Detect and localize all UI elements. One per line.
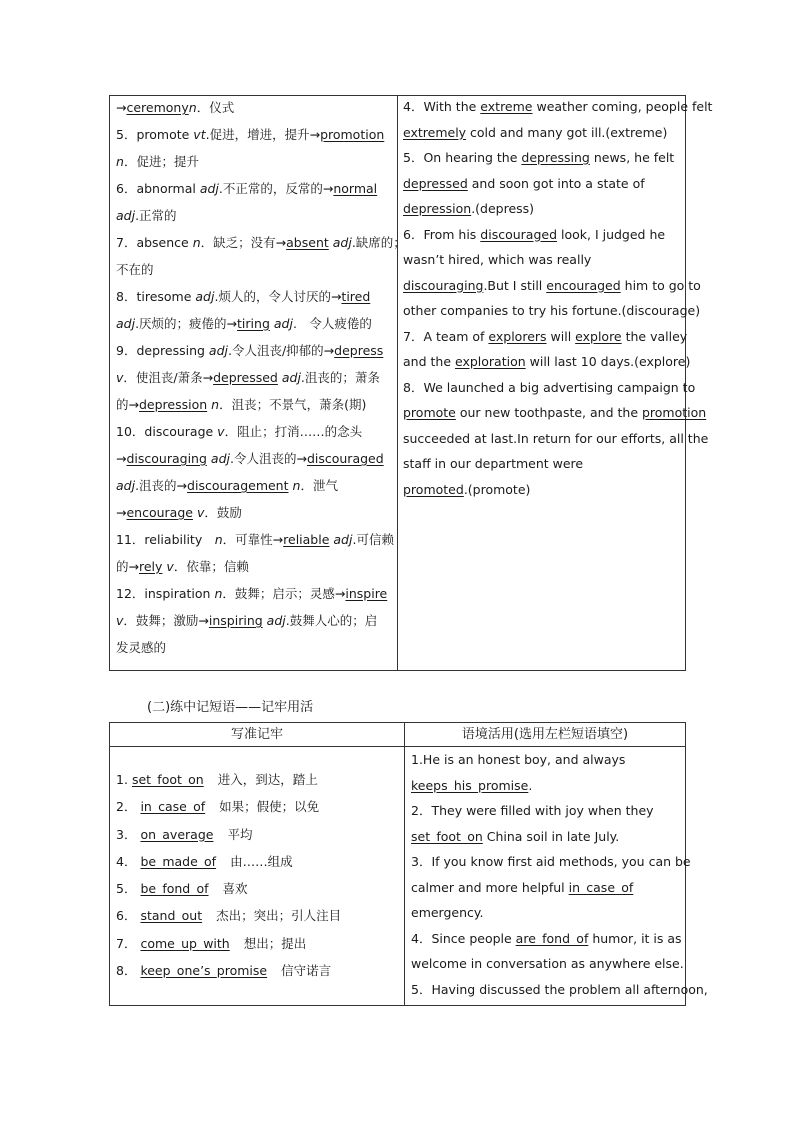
text-fragment: 7．absence bbox=[116, 235, 193, 250]
text-fragment: .鼓舞人心的；启 bbox=[285, 613, 378, 628]
text-line bbox=[411, 798, 685, 824]
item-number: 5． bbox=[116, 881, 137, 897]
text-fragment: 8．tiresome bbox=[116, 289, 196, 304]
phrase-answer: be_made_of bbox=[140, 853, 217, 869]
text-fragment: ．泄气 bbox=[300, 478, 338, 493]
text-fragment: 7．A team of bbox=[403, 328, 489, 344]
text-line bbox=[116, 418, 394, 445]
text-fragment: vt bbox=[193, 127, 206, 142]
answer-blank: ceremony bbox=[126, 100, 189, 115]
answer-blank: encouraged bbox=[546, 277, 621, 293]
text-line bbox=[411, 926, 685, 952]
answer-blank: promotion bbox=[320, 127, 385, 142]
text-fragment: wasn’t hired, which was really bbox=[403, 252, 592, 267]
text-fragment: emergency. bbox=[411, 905, 484, 920]
text-line bbox=[116, 607, 394, 634]
text-fragment: .不正常的，反常的→ bbox=[218, 181, 334, 196]
phrase-answer: set_foot_on bbox=[131, 772, 204, 787]
text-line bbox=[116, 364, 394, 391]
text-line bbox=[116, 121, 394, 148]
text-fragment: . bbox=[528, 777, 533, 793]
text-line bbox=[403, 196, 685, 222]
text-fragment: and soon got into a state of bbox=[467, 175, 645, 191]
item-number: 4． bbox=[116, 853, 137, 869]
text-fragment: 11．reliability bbox=[116, 532, 215, 547]
text-line bbox=[116, 472, 394, 499]
text-fragment: will bbox=[546, 328, 576, 344]
phrase-meaning: 想出；提出 bbox=[243, 935, 307, 951]
word-forms-column bbox=[116, 94, 406, 670]
text-fragment: v bbox=[196, 505, 205, 520]
phrase-meaning: 平均 bbox=[227, 826, 253, 842]
text-fragment: . 令人疲倦的 bbox=[292, 316, 372, 331]
text-fragment: v bbox=[116, 370, 124, 385]
text-fragment: ．促进；提升 bbox=[123, 154, 199, 169]
phrase-meaning: 由……组成 bbox=[230, 853, 293, 869]
item-number: 7． bbox=[116, 935, 137, 951]
column-header-right: 语境活用(选用左栏短语填空) bbox=[461, 727, 629, 742]
text-fragment: adj bbox=[210, 451, 230, 466]
column-header-left: 写准记牢 bbox=[230, 727, 283, 742]
text-fragment: 9．depressing bbox=[116, 343, 209, 358]
text-fragment: n bbox=[214, 586, 223, 601]
text-fragment: .令人沮丧的→ bbox=[229, 451, 307, 466]
text-fragment: 不在的 bbox=[116, 262, 154, 277]
text-fragment: n bbox=[188, 100, 197, 115]
text-fragment: 3．If you know first aid methods, you can be bbox=[411, 854, 691, 869]
text-line bbox=[403, 426, 709, 452]
text-fragment: will last 10 days.(explore) bbox=[525, 354, 691, 369]
section-heading: (二)练中记短语——记牢用活 bbox=[147, 700, 314, 715]
text-line bbox=[403, 477, 685, 503]
phrase-item bbox=[116, 766, 402, 793]
table-divider bbox=[404, 723, 405, 1005]
text-fragment: v bbox=[217, 424, 225, 439]
text-fragment: 的→ bbox=[116, 397, 139, 412]
text-fragment: 4．Since people bbox=[411, 930, 516, 946]
text-line bbox=[403, 400, 707, 426]
text-line bbox=[411, 951, 685, 977]
text-fragment: 6．From his bbox=[403, 226, 481, 242]
text-line bbox=[116, 175, 394, 202]
text-fragment: calmer and more helpful bbox=[411, 879, 569, 895]
text-fragment: adj bbox=[333, 532, 353, 547]
answer-blank: rely bbox=[138, 559, 163, 574]
item-number: 6． bbox=[116, 908, 137, 924]
text-fragment: our new toothpaste, and the bbox=[455, 405, 642, 420]
text-fragment: v bbox=[116, 613, 124, 628]
answer-blank: depress bbox=[334, 343, 384, 358]
vocabulary-table bbox=[109, 95, 713, 671]
text-line bbox=[411, 849, 691, 875]
phrase-item bbox=[116, 930, 402, 957]
answer-blank: set_foot_on bbox=[411, 828, 483, 844]
text-line bbox=[116, 634, 394, 661]
text-fragment: succeeded at last.In return for our efforts, all the bbox=[403, 430, 709, 446]
text-line bbox=[403, 94, 713, 120]
answer-blank: tired bbox=[341, 289, 371, 304]
header-divider bbox=[110, 746, 404, 747]
answer-blank: depression bbox=[403, 201, 472, 216]
text-line bbox=[403, 349, 691, 375]
phrase-answer: on_average bbox=[140, 826, 214, 842]
answer-blank: reliable bbox=[283, 532, 330, 547]
answer-blank: in_case_of bbox=[568, 879, 634, 895]
text-fragment: news, he felt bbox=[589, 150, 675, 165]
phrase-answer: keep_one’s_promise bbox=[140, 963, 268, 979]
text-line bbox=[116, 391, 394, 418]
item-number: 3． bbox=[116, 826, 137, 842]
text-fragment: .沮丧的；萧条 bbox=[300, 370, 380, 385]
text-fragment: .缺席的； bbox=[351, 235, 406, 250]
phrase-answer: stand_out bbox=[140, 908, 203, 924]
text-fragment: .(promote) bbox=[463, 481, 531, 497]
answer-blank: depressed bbox=[213, 370, 278, 385]
text-fragment: ．鼓励 bbox=[204, 505, 242, 520]
text-fragment: ．阻止；打消……的念头 bbox=[224, 424, 363, 439]
answer-blank: are_fond_of bbox=[515, 930, 589, 946]
text-line bbox=[411, 747, 685, 773]
answer-blank: discouraging bbox=[126, 451, 207, 466]
text-fragment: .(depress) bbox=[471, 201, 535, 216]
answer-blank: promote bbox=[403, 405, 456, 420]
phrase-meaning: 杰出；突出；引人注目 bbox=[216, 908, 342, 924]
text-fragment: n bbox=[292, 478, 301, 493]
text-fragment: weather coming, people felt bbox=[532, 99, 713, 114]
text-fragment: adj bbox=[266, 613, 286, 628]
text-fragment: n bbox=[192, 235, 201, 250]
text-fragment: him to go to bbox=[620, 277, 701, 293]
text-fragment: 发灵感的 bbox=[116, 640, 167, 655]
answer-blank: discouraging bbox=[403, 277, 484, 293]
text-line bbox=[411, 773, 685, 799]
phrase-answer: in_case_of bbox=[140, 799, 206, 815]
text-fragment: .令人沮丧/抑郁的→ bbox=[227, 343, 335, 358]
text-line bbox=[116, 526, 394, 553]
answer-blank: extreme bbox=[480, 99, 533, 114]
answer-blank: depressing bbox=[521, 150, 590, 165]
text-fragment: ．缺乏；没有→ bbox=[200, 235, 287, 250]
text-fragment: ．鼓舞；启示；灵感→ bbox=[222, 586, 346, 601]
text-fragment: .促进，增进，提升→ bbox=[205, 127, 321, 142]
text-fragment: 6．abnormal bbox=[116, 181, 200, 196]
phrase-item bbox=[116, 793, 402, 820]
phrase-item bbox=[116, 821, 402, 848]
text-fragment: 5．Having discussed the problem all afternoon, bbox=[411, 981, 708, 997]
text-fragment: n bbox=[214, 532, 223, 547]
text-fragment: 10．discourage bbox=[116, 424, 218, 439]
text-line bbox=[116, 229, 406, 256]
text-line bbox=[116, 499, 394, 526]
answer-blank: discouraged bbox=[306, 451, 384, 466]
phrase-item bbox=[116, 957, 402, 984]
answer-blank: tiring bbox=[237, 316, 270, 331]
text-fragment: adj bbox=[273, 316, 293, 331]
text-line bbox=[403, 298, 701, 324]
text-line bbox=[411, 900, 685, 926]
text-line bbox=[403, 451, 685, 477]
text-line bbox=[403, 222, 685, 248]
text-fragment: 5．On hearing the bbox=[403, 150, 522, 165]
text-fragment: 12．inspiration bbox=[116, 586, 215, 601]
text-fragment: 2．They were filled with joy when they bbox=[411, 803, 654, 818]
text-line bbox=[403, 145, 685, 171]
text-fragment: humor, it is as bbox=[588, 930, 682, 946]
answer-blank: discouragement bbox=[187, 478, 289, 493]
text-fragment: 1.He is an honest boy, and always bbox=[411, 752, 626, 767]
text-line bbox=[116, 148, 394, 175]
text-fragment: .正常的 bbox=[135, 208, 177, 223]
text-line bbox=[116, 283, 394, 310]
phrase-item bbox=[116, 902, 402, 929]
answer-blank: inspiring bbox=[208, 613, 263, 628]
phrase-meaning: 如果；假使；以免 bbox=[219, 799, 320, 815]
item-number: 1. bbox=[116, 772, 128, 787]
text-fragment: v bbox=[166, 559, 174, 574]
answer-blank: depressed bbox=[403, 175, 468, 191]
answer-blank: normal bbox=[333, 181, 378, 196]
answer-blank: explore bbox=[575, 328, 622, 344]
phrase-item bbox=[116, 848, 402, 875]
text-fragment: adj bbox=[116, 478, 136, 493]
text-line bbox=[116, 94, 394, 121]
phrase-table bbox=[109, 722, 708, 1006]
text-fragment: adj bbox=[195, 289, 215, 304]
answer-blank: exploration bbox=[454, 354, 526, 369]
text-fragment: .But I still bbox=[483, 277, 547, 293]
text-fragment: China soil in late July. bbox=[482, 828, 620, 844]
answer-blank: promoted bbox=[403, 481, 464, 497]
text-fragment: .沮丧的→ bbox=[135, 478, 188, 493]
table-divider bbox=[397, 96, 398, 670]
text-line bbox=[411, 824, 685, 850]
answer-blank: encourage bbox=[126, 505, 193, 520]
context-practice-column bbox=[403, 94, 713, 670]
text-line bbox=[403, 375, 696, 401]
text-line bbox=[403, 273, 701, 299]
text-line bbox=[116, 580, 394, 607]
text-fragment: 5．promote bbox=[116, 127, 194, 142]
text-fragment: other companies to try his fortune.(discourage) bbox=[403, 303, 701, 318]
text-fragment: adj bbox=[281, 370, 301, 385]
text-fragment: → bbox=[116, 100, 127, 115]
text-line bbox=[116, 310, 394, 337]
text-fragment: ．可靠性→ bbox=[222, 532, 284, 547]
text-fragment: adj bbox=[208, 343, 228, 358]
text-fragment: ．沮丧；不景气，萧条(期) bbox=[219, 397, 367, 412]
answer-blank: depression bbox=[138, 397, 208, 412]
text-fragment: the valley bbox=[621, 328, 688, 344]
text-line bbox=[411, 875, 685, 901]
answer-blank: discouraged bbox=[480, 226, 558, 242]
text-fragment: → bbox=[116, 505, 127, 520]
text-fragment: look, I judged he bbox=[557, 226, 666, 242]
answer-blank: explorers bbox=[488, 328, 547, 344]
phrase-list bbox=[116, 766, 402, 1005]
answer-blank: inspire bbox=[345, 586, 388, 601]
text-fragment: .厌烦的；疲倦的→ bbox=[135, 316, 238, 331]
text-fragment: n bbox=[211, 397, 220, 412]
text-fragment: staff in our department were bbox=[403, 456, 584, 471]
text-fragment: ．仪式 bbox=[196, 100, 235, 115]
text-fragment: ．鼓舞；激励→ bbox=[123, 613, 209, 628]
text-fragment: and the bbox=[403, 354, 455, 369]
text-line bbox=[403, 324, 688, 350]
text-fragment: → bbox=[116, 451, 127, 466]
text-fragment: adj bbox=[116, 208, 136, 223]
phrase-answer: be_fond_of bbox=[140, 881, 209, 897]
text-fragment: ．依靠；信赖 bbox=[173, 559, 249, 574]
phrase-answer: come_up_with bbox=[140, 935, 230, 951]
text-line bbox=[116, 337, 394, 364]
text-line bbox=[116, 202, 394, 229]
text-fragment: .可信赖 bbox=[352, 532, 394, 547]
item-number: 8． bbox=[116, 963, 137, 979]
answer-blank: promotion bbox=[641, 405, 707, 420]
text-fragment: welcome in conversation as anywhere else. bbox=[411, 956, 684, 971]
answer-blank: absent bbox=[286, 235, 329, 250]
text-line bbox=[116, 256, 394, 283]
text-line bbox=[403, 120, 685, 146]
text-line bbox=[116, 553, 394, 580]
phrase-practice-list bbox=[411, 747, 708, 1005]
text-fragment: adj bbox=[199, 181, 219, 196]
text-fragment: adj bbox=[116, 316, 136, 331]
text-fragment: 8．We launched a big advertising campaign to bbox=[403, 379, 696, 395]
phrase-item bbox=[116, 875, 402, 902]
text-line bbox=[403, 247, 685, 273]
text-fragment: n bbox=[116, 154, 124, 169]
text-line bbox=[403, 171, 685, 197]
text-line bbox=[411, 977, 708, 1003]
answer-blank: extremely bbox=[403, 124, 467, 140]
item-number: 2． bbox=[116, 799, 137, 815]
text-fragment: 的→ bbox=[116, 559, 139, 574]
phrase-meaning: 进入，到达，踏上 bbox=[217, 772, 318, 787]
phrase-meaning: 喜欢 bbox=[222, 881, 248, 897]
text-fragment: 4．With the bbox=[403, 99, 481, 114]
text-fragment: adj bbox=[332, 235, 352, 250]
text-fragment: ．使沮丧/萧条→ bbox=[123, 370, 214, 385]
text-line bbox=[116, 445, 394, 472]
answer-blank: keeps_his_promise bbox=[411, 777, 529, 793]
text-fragment: cold and many got ill.(extreme) bbox=[466, 124, 668, 140]
text-fragment: .烦人的，令人讨厌的→ bbox=[214, 289, 342, 304]
phrase-meaning: 信守诺言 bbox=[281, 963, 332, 979]
